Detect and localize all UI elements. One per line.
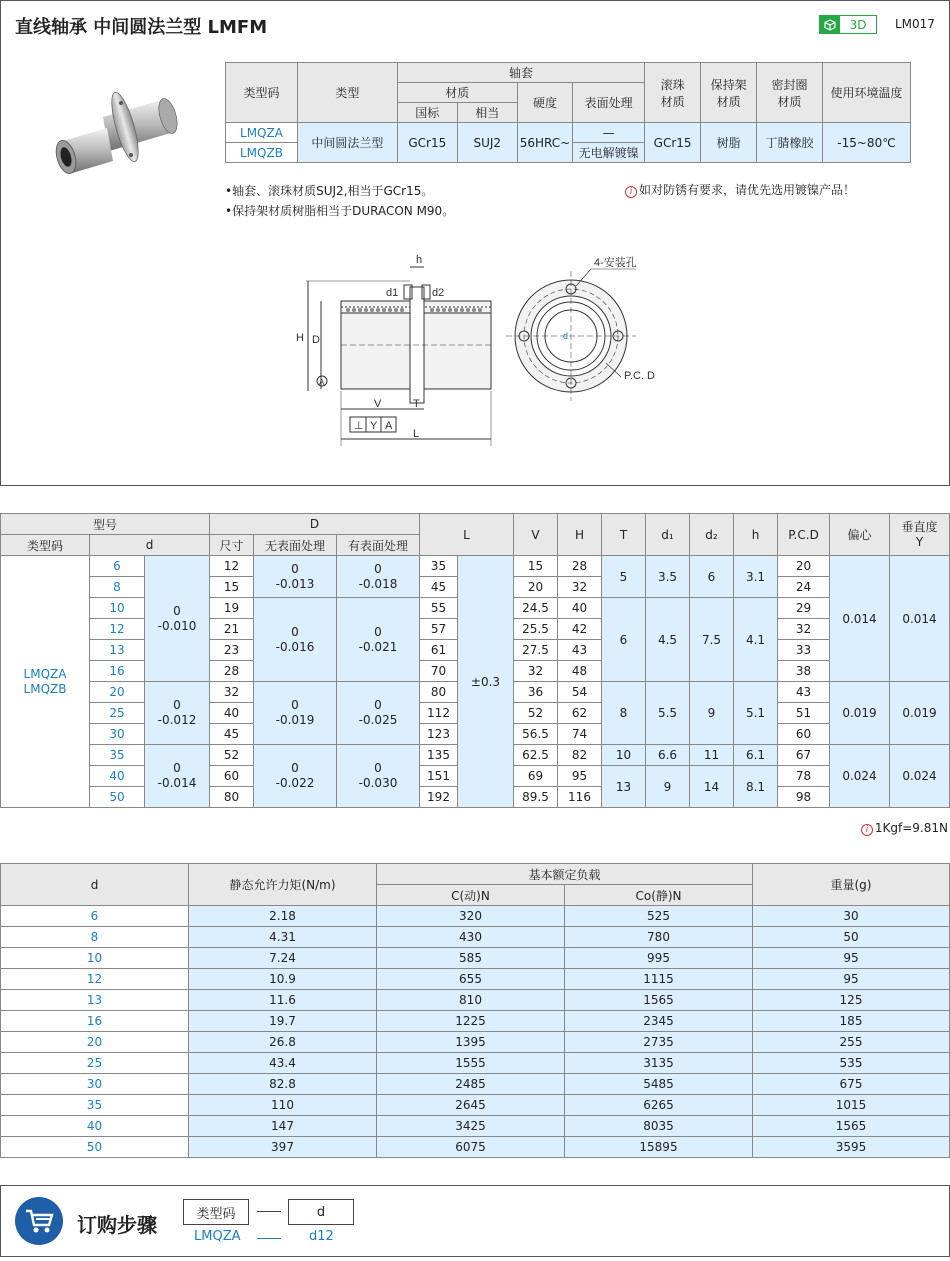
weight-value: 95 <box>753 969 950 990</box>
D-size: 60 <box>210 766 254 787</box>
th-model: 型号 <box>1 514 210 535</box>
ecc-value: 0.014 <box>830 556 890 682</box>
moment-value: 110 <box>189 1095 377 1116</box>
T-value: 5 <box>602 556 646 598</box>
load-row <box>1 969 950 990</box>
equiv-value: SUJ2 <box>457 123 517 163</box>
th-perp: 垂直度 Y <box>890 514 950 556</box>
code-link-b[interactable]: LMQZB <box>226 143 298 163</box>
d-value[interactable]: 10 <box>90 598 145 619</box>
L-value: 192 <box>420 787 458 808</box>
weight-value: 1015 <box>753 1095 950 1116</box>
L-value: 35 <box>420 556 458 577</box>
load-d-value[interactable]: 12 <box>1 969 189 990</box>
D-size: 28 <box>210 661 254 682</box>
cube-icon <box>820 16 840 33</box>
co-value: 1115 <box>565 969 753 990</box>
load-d-value[interactable]: 6 <box>1 906 189 927</box>
c-value: 430 <box>377 927 565 948</box>
L-value: 61 <box>420 640 458 661</box>
c-value: 585 <box>377 948 565 969</box>
pcd-value: 78 <box>778 766 830 787</box>
d2-value: 11 <box>690 745 734 766</box>
note-1: •轴套、滚珠材质SUJ2,相当于GCr15。 <box>225 184 434 198</box>
d-value[interactable]: 35 <box>90 745 145 766</box>
load-d-value[interactable]: 35 <box>1 1095 189 1116</box>
D-tol-nosurf: 0 -0.013 <box>254 556 337 598</box>
dim-row <box>1 556 950 577</box>
note-2: •保持架材质树脂相当于DURACON M90。 <box>225 204 455 218</box>
surface-b: 无电解镀镍 <box>573 143 645 163</box>
c-value: 2485 <box>377 1074 565 1095</box>
L-value: 45 <box>420 577 458 598</box>
weight-value: 30 <box>753 906 950 927</box>
gb-value: GCr15 <box>397 123 457 163</box>
side-view <box>306 267 491 446</box>
D-size: 21 <box>210 619 254 640</box>
moment-value: 82.8 <box>189 1074 377 1095</box>
moment-value: 2.18 <box>189 906 377 927</box>
th-hardness: 硬度 <box>517 83 572 123</box>
type-codes-cell[interactable]: LMQZA LMQZB <box>1 556 90 808</box>
th-h: h <box>734 514 778 556</box>
V-value: 25.5 <box>514 619 558 640</box>
V-value: 36 <box>514 682 558 703</box>
c-value: 1395 <box>377 1032 565 1053</box>
load-row <box>1 906 950 927</box>
H-value: 28 <box>558 556 602 577</box>
V-value: 32 <box>514 661 558 682</box>
spec-table <box>225 62 911 163</box>
weight-value: 95 <box>753 948 950 969</box>
d1-value: 4.5 <box>646 598 690 682</box>
load-d-value[interactable]: 30 <box>1 1074 189 1095</box>
type-value: 中间圆法兰型 <box>297 123 397 163</box>
d1-value: 5.5 <box>646 682 690 745</box>
H-value: 95 <box>558 766 602 787</box>
th-L: L <box>420 514 514 556</box>
moment-value: 19.7 <box>189 1011 377 1032</box>
weight-value: 255 <box>753 1032 950 1053</box>
co-value: 5485 <box>565 1074 753 1095</box>
order-example-code[interactable]: LMQZA <box>194 1229 241 1244</box>
order-example-d[interactable]: d12 <box>309 1229 334 1244</box>
L-value: 57 <box>420 619 458 640</box>
pcd-value: 20 <box>778 556 830 577</box>
D-size: 15 <box>210 577 254 598</box>
th-ecc: 偏心 <box>830 514 890 556</box>
L-value: 135 <box>420 745 458 766</box>
th-V: V <box>514 514 558 556</box>
dimension-table <box>0 513 950 808</box>
temp-value: -15~80℃ <box>822 123 910 163</box>
D-tol-surf: 0 -0.025 <box>337 682 420 745</box>
retainer-value: 树脂 <box>701 123 757 163</box>
co-value: 3135 <box>565 1053 753 1074</box>
H-value: 32 <box>558 577 602 598</box>
hardness-value: 56HRC~ <box>517 123 572 163</box>
T-value: 8 <box>602 682 646 745</box>
load-d-value[interactable]: 13 <box>1 990 189 1011</box>
co-value: 995 <box>565 948 753 969</box>
T-value: 13 <box>602 766 646 808</box>
V-value: 27.5 <box>514 640 558 661</box>
D-size: 32 <box>210 682 254 703</box>
V-value: 89.5 <box>514 787 558 808</box>
th-size: 尺寸 <box>210 535 254 556</box>
dim-h: h <box>416 254 423 266</box>
c-value: 6075 <box>377 1137 565 1158</box>
order-dash <box>257 1211 281 1212</box>
th-retainer: 保持架 材质 <box>701 63 757 123</box>
D-tol-nosurf: 0 -0.022 <box>254 745 337 808</box>
D-tol-nosurf: 0 -0.016 <box>254 598 337 682</box>
pcd-value: 98 <box>778 787 830 808</box>
surface-a: — <box>573 123 645 143</box>
H-value: 54 <box>558 682 602 703</box>
H-value: 116 <box>558 787 602 808</box>
pcd-value: 24 <box>778 577 830 598</box>
kgf-note <box>861 821 948 836</box>
warning-text: 如对防锈有要求，请优先选用镀镍产品！ <box>639 183 856 197</box>
th-load-d: d <box>1 864 189 906</box>
dim-L: L <box>413 428 420 440</box>
L-value: 55 <box>420 598 458 619</box>
c-value: 3425 <box>377 1116 565 1137</box>
load-row <box>1 1032 950 1053</box>
perp-value: 0.014 <box>890 556 950 682</box>
H-value: 42 <box>558 619 602 640</box>
d1-value: 6.6 <box>646 745 690 766</box>
load-row <box>1 1116 950 1137</box>
d-value[interactable]: 12 <box>90 619 145 640</box>
D-tol-surf: 0 -0.021 <box>337 598 420 682</box>
product-panel <box>0 0 950 486</box>
th-d: d <box>90 535 210 556</box>
holes-label: 4-安装孔 <box>594 257 637 269</box>
weight-value: 1565 <box>753 1116 950 1137</box>
dim-V: V <box>374 398 382 410</box>
th-type-code: 类型码 <box>1 535 90 556</box>
th-temp: 使用环境温度 <box>822 63 910 123</box>
V-value: 15 <box>514 556 558 577</box>
h-value: 8.1 <box>734 766 778 808</box>
th-d2: d₂ <box>690 514 734 556</box>
th-rated: 基本额定负载 <box>377 864 753 885</box>
th-type: 类型 <box>297 63 397 123</box>
h-value: 4.1 <box>734 598 778 682</box>
h-value: 3.1 <box>734 556 778 598</box>
ecc-value: 0.019 <box>830 682 890 745</box>
th-equiv: 相当 <box>457 103 517 123</box>
co-value: 2345 <box>565 1011 753 1032</box>
order-box-type-code: 类型码 <box>183 1199 249 1225</box>
dim-T: T <box>413 398 420 410</box>
moment-value: 7.24 <box>189 948 377 969</box>
ecc-value: 0.024 <box>830 745 890 808</box>
V-value: 24.5 <box>514 598 558 619</box>
load-d-value[interactable]: 16 <box>1 1011 189 1032</box>
V-value: 56.5 <box>514 724 558 745</box>
th-seal: 密封圈 材质 <box>757 63 823 123</box>
load-row <box>1 948 950 969</box>
d2-value: 9 <box>690 682 734 745</box>
seal-value: 丁腈橡胶 <box>757 123 823 163</box>
pcd-value: 38 <box>778 661 830 682</box>
d2-value: 7.5 <box>690 598 734 682</box>
load-d-value[interactable]: 40 <box>1 1116 189 1137</box>
co-value: 8035 <box>565 1116 753 1137</box>
th-moment: 静态允许力矩(N/m) <box>189 864 377 906</box>
weight-value: 185 <box>753 1011 950 1032</box>
th-nosurf: 无表面处理 <box>254 535 337 556</box>
d-value[interactable]: 6 <box>90 556 145 577</box>
load-table <box>0 863 950 1158</box>
bore-d-label: d <box>563 331 569 341</box>
pcd-value: 32 <box>778 619 830 640</box>
H-value: 48 <box>558 661 602 682</box>
moment-value: 11.6 <box>189 990 377 1011</box>
c-value: 1225 <box>377 1011 565 1032</box>
th-d1: d₁ <box>646 514 690 556</box>
T-value: 6 <box>602 598 646 682</box>
d2-value: 14 <box>690 766 734 808</box>
H-value: 82 <box>558 745 602 766</box>
h-value: 6.1 <box>734 745 778 766</box>
d-tolerance: 0 -0.010 <box>145 556 210 682</box>
D-tol-nosurf: 0 -0.019 <box>254 682 337 745</box>
H-value: 62 <box>558 703 602 724</box>
load-row <box>1 1074 950 1095</box>
dim-d1: d1 <box>386 287 399 299</box>
co-value: 6265 <box>565 1095 753 1116</box>
weight-value: 535 <box>753 1053 950 1074</box>
th-T: T <box>602 514 646 556</box>
pcd-value: 29 <box>778 598 830 619</box>
th-material: 材质 <box>397 83 517 103</box>
V-value: 69 <box>514 766 558 787</box>
weight-value: 50 <box>753 927 950 948</box>
th-type-code: 类型码 <box>226 63 298 123</box>
product-code: LM017 <box>895 17 935 31</box>
moment-value: 4.31 <box>189 927 377 948</box>
d-value[interactable]: 13 <box>90 640 145 661</box>
front-view <box>506 269 636 401</box>
load-d-value[interactable]: 25 <box>1 1053 189 1074</box>
th-ball: 滚珠 材质 <box>645 63 701 123</box>
H-value: 43 <box>558 640 602 661</box>
load-d-value[interactable]: 8 <box>1 927 189 948</box>
moment-value: 397 <box>189 1137 377 1158</box>
d-tolerance: 0 -0.014 <box>145 745 210 808</box>
th-surface: 表面处理 <box>573 83 645 123</box>
3d-model-button[interactable] <box>819 15 877 34</box>
dim-d2: d2 <box>432 287 445 299</box>
order-box-d: d <box>288 1199 354 1225</box>
dim-H: H <box>296 332 304 344</box>
perp-value: 0.024 <box>890 745 950 808</box>
order-title: 订购步骤 <box>77 1213 157 1237</box>
3d-label: 3D <box>849 17 867 32</box>
d-value[interactable]: 16 <box>90 661 145 682</box>
D-tol-surf: 0 -0.018 <box>337 556 420 598</box>
co-value: 525 <box>565 906 753 927</box>
h-value: 5.1 <box>734 682 778 745</box>
th-c: C(动)N <box>377 885 565 906</box>
d-tolerance: 0 -0.012 <box>145 682 210 745</box>
d-value[interactable]: 20 <box>90 682 145 703</box>
load-row <box>1 927 950 948</box>
V-value: 20 <box>514 577 558 598</box>
order-steps <box>0 1185 950 1257</box>
L-value: 80 <box>420 682 458 703</box>
D-tol-surf: 0 -0.030 <box>337 745 420 808</box>
co-value: 780 <box>565 927 753 948</box>
c-value: 1555 <box>377 1053 565 1074</box>
kgf-text: 1Kgf=9.81N <box>874 821 948 835</box>
dim-D: D <box>312 334 320 346</box>
L-value: 112 <box>420 703 458 724</box>
V-value: 52 <box>514 703 558 724</box>
d-value[interactable]: 8 <box>90 577 145 598</box>
th-gb: 国标 <box>397 103 457 123</box>
perp-symbol: ⊥ <box>354 420 364 432</box>
load-d-value[interactable]: 10 <box>1 948 189 969</box>
load-d-value[interactable]: 20 <box>1 1032 189 1053</box>
d-value[interactable]: 40 <box>90 766 145 787</box>
th-sleeve: 轴套 <box>397 63 644 83</box>
c-value: 2645 <box>377 1095 565 1116</box>
cart-icon <box>15 1197 63 1245</box>
moment-value: 26.8 <box>189 1032 377 1053</box>
perp-Y: Y <box>370 420 378 432</box>
rust-warning <box>625 181 855 198</box>
load-row <box>1 1011 950 1032</box>
pcd-value: 33 <box>778 640 830 661</box>
D-size: 19 <box>210 598 254 619</box>
perp-value: 0.019 <box>890 682 950 745</box>
info-icon: i <box>625 186 637 198</box>
co-value: 2735 <box>565 1032 753 1053</box>
weight-value: 675 <box>753 1074 950 1095</box>
ball-value: GCr15 <box>645 123 701 163</box>
D-size: 23 <box>210 640 254 661</box>
d1-value: 3.5 <box>646 556 690 598</box>
th-D: D <box>210 514 420 535</box>
d-value[interactable]: 50 <box>90 787 145 808</box>
H-value: 40 <box>558 598 602 619</box>
th-surf: 有表面处理 <box>337 535 420 556</box>
L-value: 123 <box>420 724 458 745</box>
c-value: 810 <box>377 990 565 1011</box>
pcd-value: 60 <box>778 724 830 745</box>
th-pcd: P.C.D <box>778 514 830 556</box>
info-icon: i <box>861 824 873 836</box>
d-value[interactable]: 30 <box>90 724 145 745</box>
datum-a: A <box>319 378 325 387</box>
L-tolerance: ±0.3 <box>458 556 514 808</box>
weight-value: 125 <box>753 990 950 1011</box>
D-size: 45 <box>210 724 254 745</box>
H-value: 74 <box>558 724 602 745</box>
L-value: 70 <box>420 661 458 682</box>
co-value: 1565 <box>565 990 753 1011</box>
th-H: H <box>558 514 602 556</box>
c-value: 320 <box>377 906 565 927</box>
product-photo <box>53 89 183 179</box>
d-value[interactable]: 25 <box>90 703 145 724</box>
load-row <box>1 1053 950 1074</box>
V-value: 62.5 <box>514 745 558 766</box>
T-value: 10 <box>602 745 646 766</box>
page-title: 直线轴承 中间圆法兰型 LMFM <box>15 17 268 38</box>
L-value: 151 <box>420 766 458 787</box>
th-co: Co(静)N <box>565 885 753 906</box>
notes <box>225 181 454 221</box>
D-size: 80 <box>210 787 254 808</box>
d1-value: 9 <box>646 766 690 808</box>
technical-drawing <box>286 251 666 446</box>
order-example-dash <box>257 1238 281 1239</box>
load-d-value[interactable]: 50 <box>1 1137 189 1158</box>
c-value: 655 <box>377 969 565 990</box>
th-weight: 重量(g) <box>753 864 950 906</box>
perp-A: A <box>385 420 393 432</box>
pcd-value: 51 <box>778 703 830 724</box>
D-size: 40 <box>210 703 254 724</box>
load-row <box>1 1095 950 1116</box>
load-row <box>1 1137 950 1158</box>
D-size: 52 <box>210 745 254 766</box>
moment-value: 147 <box>189 1116 377 1137</box>
load-row <box>1 990 950 1011</box>
weight-value: 3595 <box>753 1137 950 1158</box>
code-link-a[interactable]: LMQZA <box>226 123 298 143</box>
moment-value: 43.4 <box>189 1053 377 1074</box>
pcd-value: 67 <box>778 745 830 766</box>
pcd-label: P.C. D <box>624 370 655 382</box>
D-size: 12 <box>210 556 254 577</box>
pcd-value: 43 <box>778 682 830 703</box>
co-value: 15895 <box>565 1137 753 1158</box>
moment-value: 10.9 <box>189 969 377 990</box>
d2-value: 6 <box>690 556 734 598</box>
